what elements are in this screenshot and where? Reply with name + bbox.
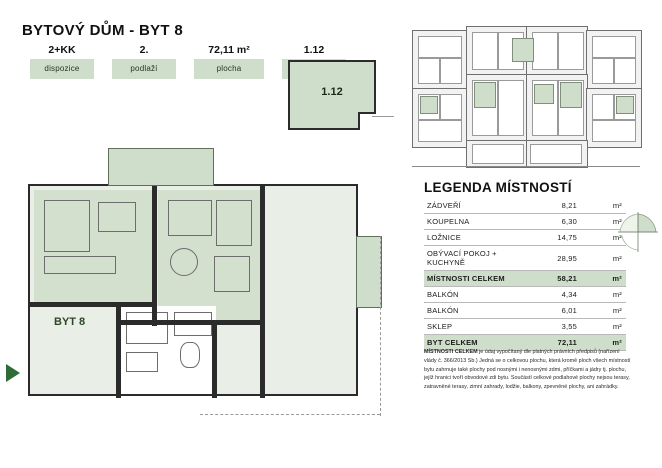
spec-dispozice <box>30 44 94 79</box>
cellar-plan-notch <box>358 112 376 130</box>
legend-room-name: KOUPELNA <box>424 214 536 230</box>
situation-unit <box>592 58 614 84</box>
legend-room-area: 8,21 <box>536 198 581 214</box>
legend-row <box>424 214 626 230</box>
furniture-cabinet <box>214 256 250 292</box>
balcony-upper <box>108 148 214 186</box>
spec-plocha <box>194 44 264 79</box>
legend-room-unit: m² <box>581 246 626 271</box>
legend-row <box>424 287 626 303</box>
furniture-bed <box>44 200 90 252</box>
legend-room-unit: m² <box>581 335 626 351</box>
legend-room-name: BYT CELKEM <box>424 335 536 351</box>
legend-room-unit: m² <box>581 303 626 319</box>
situation-unit <box>472 32 498 70</box>
situation-unit <box>440 58 462 84</box>
wall-vertical <box>212 320 217 398</box>
situation-unit <box>418 36 462 58</box>
situation-unit <box>440 94 462 120</box>
situation-unit <box>418 120 462 142</box>
situation-unit <box>558 32 584 70</box>
spec-sklep-value: 1.12 <box>303 44 325 56</box>
legend-room-name: LOŽNICE <box>424 230 536 246</box>
legend-room-area: 72,11 <box>536 335 581 351</box>
legend-room-name: BALKÓN <box>424 287 536 303</box>
furniture-shower <box>126 312 168 344</box>
legend-row-subtotal <box>424 271 626 287</box>
situation-unit <box>472 144 524 164</box>
furniture-wardrobe <box>44 256 116 274</box>
legend-room-name: OBÝVACÍ POKOJ + KUCHYNĚ <box>424 246 536 271</box>
legend-row <box>424 198 626 214</box>
furniture-desk <box>98 202 136 232</box>
situation-unit <box>532 32 558 70</box>
legend-room-area: 58,21 <box>536 271 581 287</box>
situation-unit <box>498 80 524 136</box>
legend-row <box>424 303 626 319</box>
wall-horizontal <box>30 302 157 307</box>
legend-room-name: ZÁDVEŘÍ <box>424 198 536 214</box>
situation-unit <box>592 36 636 58</box>
legend-room-name: MÍSTNOSTI CELKEM <box>424 271 536 287</box>
entrance-arrow-icon <box>6 364 20 382</box>
situation-highlight <box>420 96 438 114</box>
page-title: BYTOVÝ DŮM - BYT 8 <box>22 22 183 39</box>
situation-highlight <box>534 84 554 104</box>
cellar-plan <box>288 60 376 130</box>
situation-unit <box>614 58 636 84</box>
legend-room-area: 28,95 <box>536 246 581 271</box>
legend-table <box>424 198 626 351</box>
construction-line <box>380 236 381 416</box>
cellar-plan-label: 1.12 <box>321 86 343 98</box>
situation-highlight <box>474 82 496 108</box>
legend-room-area: 3,55 <box>536 319 581 335</box>
situation-baseline <box>412 166 640 167</box>
apartment-floor-plan <box>28 184 358 396</box>
wall-vertical <box>116 304 121 398</box>
legend-room-area: 14,75 <box>536 230 581 246</box>
situation-unit <box>592 94 614 120</box>
wall-vertical <box>260 186 265 398</box>
wall-horizontal <box>116 320 264 325</box>
legend-room-unit: m² <box>581 319 626 335</box>
cellar-plan-leader-line <box>372 116 394 117</box>
spec-dispozice-label: dispozice <box>30 59 94 79</box>
furniture-table <box>170 248 198 276</box>
legend-room-name: SKLEP <box>424 319 536 335</box>
situation-highlight <box>560 82 582 108</box>
spec-podlazi-value: 2. <box>139 44 149 56</box>
legend-room-area: 4,34 <box>536 287 581 303</box>
furniture-washer <box>126 352 158 372</box>
situation-highlight <box>512 38 534 62</box>
legend-room-area: 6,01 <box>536 303 581 319</box>
unit-label: BYT 8 <box>54 316 86 328</box>
construction-line <box>200 414 380 415</box>
legend-room-unit: m² <box>581 214 626 230</box>
disclaimer-text <box>424 348 632 392</box>
spec-plocha-value: 72,11 m² <box>208 44 250 56</box>
legend-room-unit: m² <box>581 271 626 287</box>
compass-icon <box>618 212 658 254</box>
building-situation-plan <box>412 26 640 168</box>
situation-highlight <box>616 96 634 114</box>
legend-title: LEGENDA MÍSTNOSTÍ <box>424 180 572 195</box>
spec-podlazi <box>112 44 176 79</box>
legend-room-unit: m² <box>581 198 626 214</box>
legend-room-unit: m² <box>581 230 626 246</box>
situation-unit <box>592 120 636 142</box>
situation-unit <box>418 58 440 84</box>
legend-row <box>424 319 626 335</box>
furniture-sofa <box>216 200 252 246</box>
disclaimer-lead: MÍSTNOSTI CELKEM <box>424 349 478 355</box>
spec-podlazi-label: podlaží <box>112 59 176 79</box>
legend-room-unit: m² <box>581 287 626 303</box>
furniture-kitchen-line <box>168 200 212 236</box>
furniture-wc <box>180 342 200 368</box>
legend-row <box>424 230 626 246</box>
legend-room-area: 6,30 <box>536 214 581 230</box>
situation-unit <box>530 144 582 164</box>
spec-plocha-label: plocha <box>194 59 264 79</box>
balcony-right <box>356 236 382 308</box>
spec-dispozice-value: 2+KK <box>48 44 76 56</box>
legend-room-name: BALKÓN <box>424 303 536 319</box>
legend-row <box>424 246 626 271</box>
disclaimer-body: je údaj vypočítaný dle platných právních předpisů (nařízení vlády č. 366/2013 Sb.) Jedná se o celkovou plochu, která kromě ploch všech místností bytu zahrnuje také plochy pod nosnými i nenosnými zdmi, příčkami a jádry tj. plochu, jejíž hranici tvoří obvodové zdi bytu. Součástí celkové podlahové plochy nejsou terasy, zatravněné terasy, zimní zahrady, lodžie, balkony, zpevněné plochy, ani zahrádky. <box>424 349 631 390</box>
